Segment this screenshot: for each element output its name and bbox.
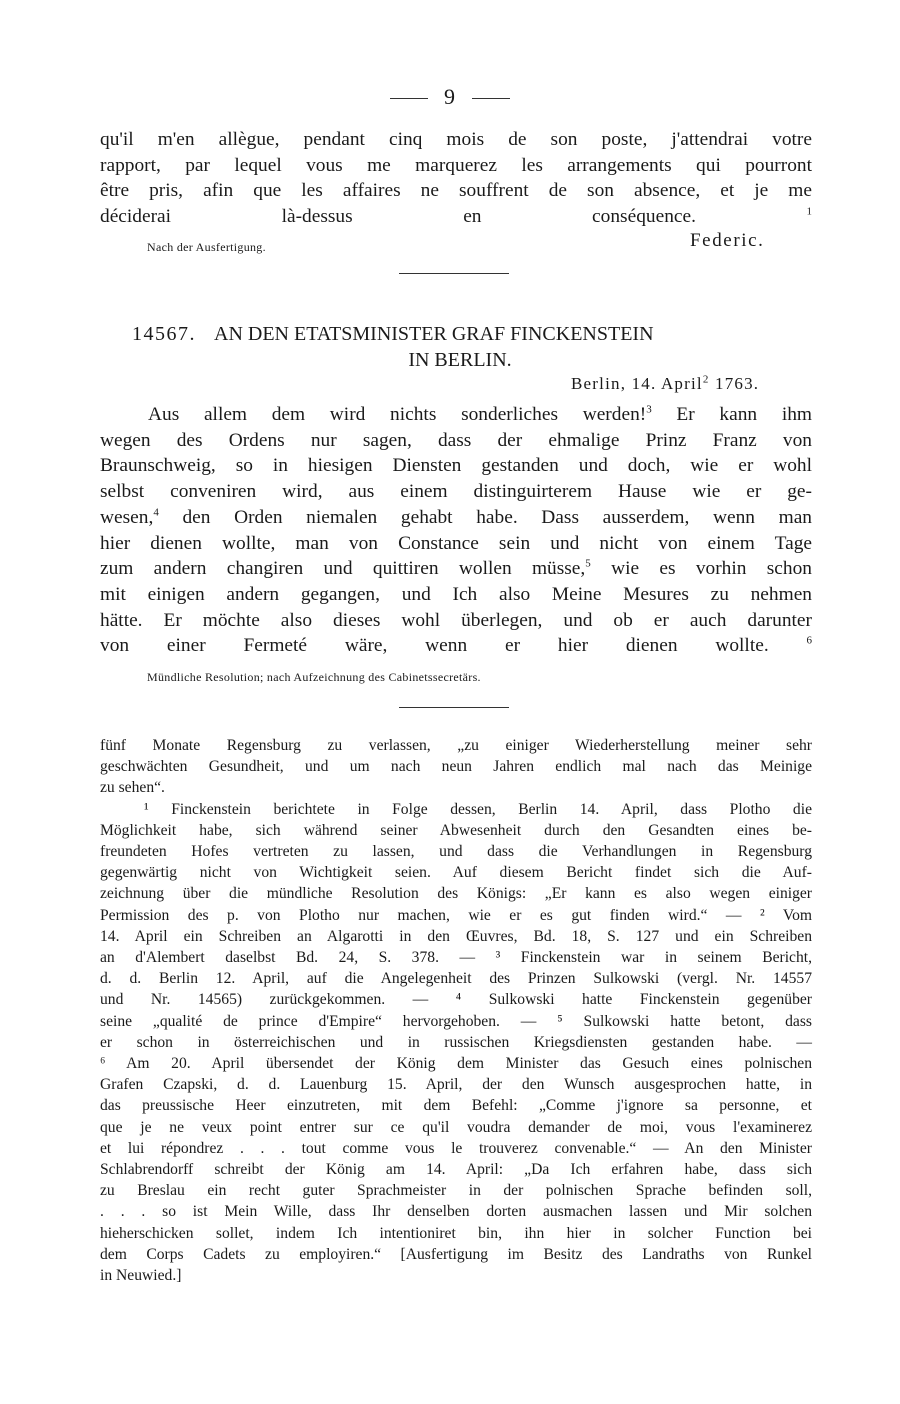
footnote-line: freundeten Hofes vertreten zu lassen, und dass die Verhandlungen in Regensburg: [100, 843, 812, 861]
letter-line: wegen des Ordens nur sagen, dass der ehmalige Prinz Franz von: [100, 429, 812, 451]
letter-line-text: Er kann ihm: [676, 404, 812, 425]
letter-line-text: Aus allem dem wird nichts sonderliches werden!: [148, 404, 647, 425]
letter-heading-line2: IN BERLIN.: [408, 349, 512, 371]
footnote-line: Möglichkeit habe, sich während seiner Abwesenheit durch den Gesandten eines be-: [100, 821, 812, 839]
footnote-line: gegenwärtig nicht von Wichtigkeit seien. Auf diesem Bericht findet sich die Auf-: [100, 864, 812, 882]
page-number: [0, 84, 900, 110]
letter-heading: [100, 321, 812, 373]
letter-source: Mündliche Resolution; nach Aufzeichnung des Cabinetssecretärs.: [147, 670, 481, 684]
letter-line-text: zum andern changiren und quittiren wollen müsse,: [100, 558, 586, 580]
letter-line: hier dienen wollte, man von Constance sein und nicht von einem Tage: [100, 532, 812, 554]
footnote-mark: 5: [585, 557, 591, 570]
letter-line-text: wie es vorhin schon: [611, 558, 812, 580]
top-paragraph-line: qu'il m'en allègue, pendant cinq mois de son poste, j'attendrai votre: [100, 129, 812, 150]
letter-line-text: wesen,: [100, 506, 154, 528]
footnote-mark: 1: [806, 205, 812, 218]
letter-line: hätte. Er möchte also dieses wohl überlegen, und ob er auch darunter: [100, 609, 812, 631]
top-source: Nach der Ausfertigung.: [147, 240, 266, 254]
page-number-text: 9: [444, 84, 456, 109]
footnote-mark: 4: [153, 506, 159, 519]
footnote-line: hieherschicken sollet, indem Ich intentioniret bin, ihn hier in solcher Function bei: [100, 1224, 812, 1242]
letter-line-text: den Orden niemalen gehabt habe. Dass ausserdem, wenn man: [182, 506, 812, 528]
footnote-line: und Nr. 14565) zurückgekommen. — ⁴ Sulkowski hatte Finckenstein gegenüber: [100, 991, 812, 1009]
footnote-line: an d'Alembert daselbst Bd. 24, S. 378. — ³ Finckenstein war in seinem Bericht,: [100, 949, 812, 967]
top-paragraph-line: rapport, par lequel vous me marquerez les arrangements qui pourront: [100, 154, 812, 176]
footnote-line: fünf Monate Regensburg zu verlassen, „zu einiger Wiederherstellung meiner sehr: [100, 737, 812, 754]
footnote-line: das preussische Heer einzutreten, mit dem Befehl: „Comme j'ignore sa personne, et: [100, 1097, 812, 1115]
footnote-line: ¹ Finckenstein berichtete in Folge dessen, Berlin 14. April, dass Plotho die: [144, 800, 812, 818]
footnote-line: geschwächten Gesundheit, und um nach neun Jahren endlich mal nach das Meinige: [100, 758, 812, 776]
letter-body: [100, 402, 812, 659]
top-paragraph: [100, 127, 812, 230]
letter-line: selbst conveniren wird, aus einem distinguirterem Hause wie er ge-: [100, 481, 812, 503]
dateline-place: Berlin, 14. April: [571, 374, 703, 393]
letter-title: AN DEN ETATSMINISTER GRAF FINCKENSTEIN: [214, 323, 654, 345]
footnote-line: . . . so ist Mein Wille, dass Ihr denselben dorten ausmachen lassen und Mir solchen: [100, 1203, 812, 1221]
letter-heading-line1: [100, 321, 812, 347]
footnote-line: zu Breslau ein recht guter Sprachmeister in der polnischen Sprache befinden soll,: [100, 1182, 812, 1200]
letter-line-last: [100, 633, 812, 659]
footnote-line: Schlabrendorff schreibt der König am 14. April: „Da Ich erfahren habe, dass sich: [100, 1161, 812, 1179]
section-divider: [399, 707, 509, 708]
footnote-line: et lui répondrez . . . tout comme vous le trouverez convenable.“ — An den Minister: [100, 1139, 812, 1157]
footnote-line: zeichnung über die mündliche Resolution des Königs: „Er kann es also wegen einiger: [100, 885, 812, 903]
letter-number: 14567.: [132, 323, 196, 345]
letter-line: mit einigen andern gegangen, und Ich also Meine Mesures zu nehmen: [100, 583, 812, 605]
footnote-line: 14. April ein Schreiben an Algarotti in den Œuvres, Bd. 18, S. 127 und ein Schreiben: [100, 927, 812, 945]
footnote-line: in Neuwied.]: [100, 1267, 182, 1285]
footnote-line: ⁶ Am 20. April übersendet der König dem Minister das Gesuch eines polnischen: [100, 1055, 812, 1073]
section-divider: [399, 273, 509, 274]
dateline: [571, 374, 759, 394]
top-signature: Federic.: [690, 230, 765, 251]
footnote-line: Grafen Czapski, d. d. Lauenburg 15. April, der den Wunsch ausgesprochen hatte, in: [100, 1076, 812, 1094]
dateline-year: 1763.: [715, 374, 760, 393]
letter-line: Braunschweig, so in hiesigen Diensten gestanden und doch, wie er wohl: [100, 455, 812, 477]
footnote-mark: 6: [806, 634, 812, 647]
footnote-line: d. d. Berlin 12. April, auf die Angelegenheit des Prinzen Sulkowski (vergl. Nr. 14557: [100, 970, 812, 988]
top-paragraph-line-last: [100, 204, 812, 230]
letter-line: [100, 402, 812, 428]
footnote-mark: 3: [646, 403, 652, 416]
footnotes: [100, 735, 812, 1286]
footnote-line: Permission des p. von Plotho nur machen, wie er es gut finden wird.“ — ² Vom: [100, 906, 812, 924]
letter-line-text: von einer Fermeté wäre, wenn er hier dienen wollte.: [100, 635, 769, 657]
top-paragraph-text: déciderai là-dessus en conséquence.: [100, 206, 696, 228]
page-number-dash-right: [472, 98, 510, 99]
letter-line: [100, 505, 812, 531]
footnote-line: seine „qualité de prince d'Empire“ hervorgehoben. — ⁵ Sulkowski hatte betont, dass: [100, 1012, 812, 1030]
page-number-dash-left: [390, 98, 428, 99]
footnote-line: que je ne veux point entrer sur ce qu'il voudra demander de moi, vous l'examinerez: [100, 1118, 812, 1136]
footnote-line: zu sehen“.: [100, 779, 165, 797]
footnote-mark: 2: [702, 373, 710, 386]
footnote-line: dem Corps Cadets zu employiren.“ [Ausfertigung im Besitz des Landraths von Runkel: [100, 1245, 812, 1263]
top-paragraph-line: être pris, afin que les affaires ne souffrent de son absence, et je me: [100, 180, 812, 202]
letter-line: [100, 556, 812, 582]
footnote-line: er schon in österreichischen und in russischen Kriegsdiensten gestanden habe. —: [100, 1033, 812, 1051]
